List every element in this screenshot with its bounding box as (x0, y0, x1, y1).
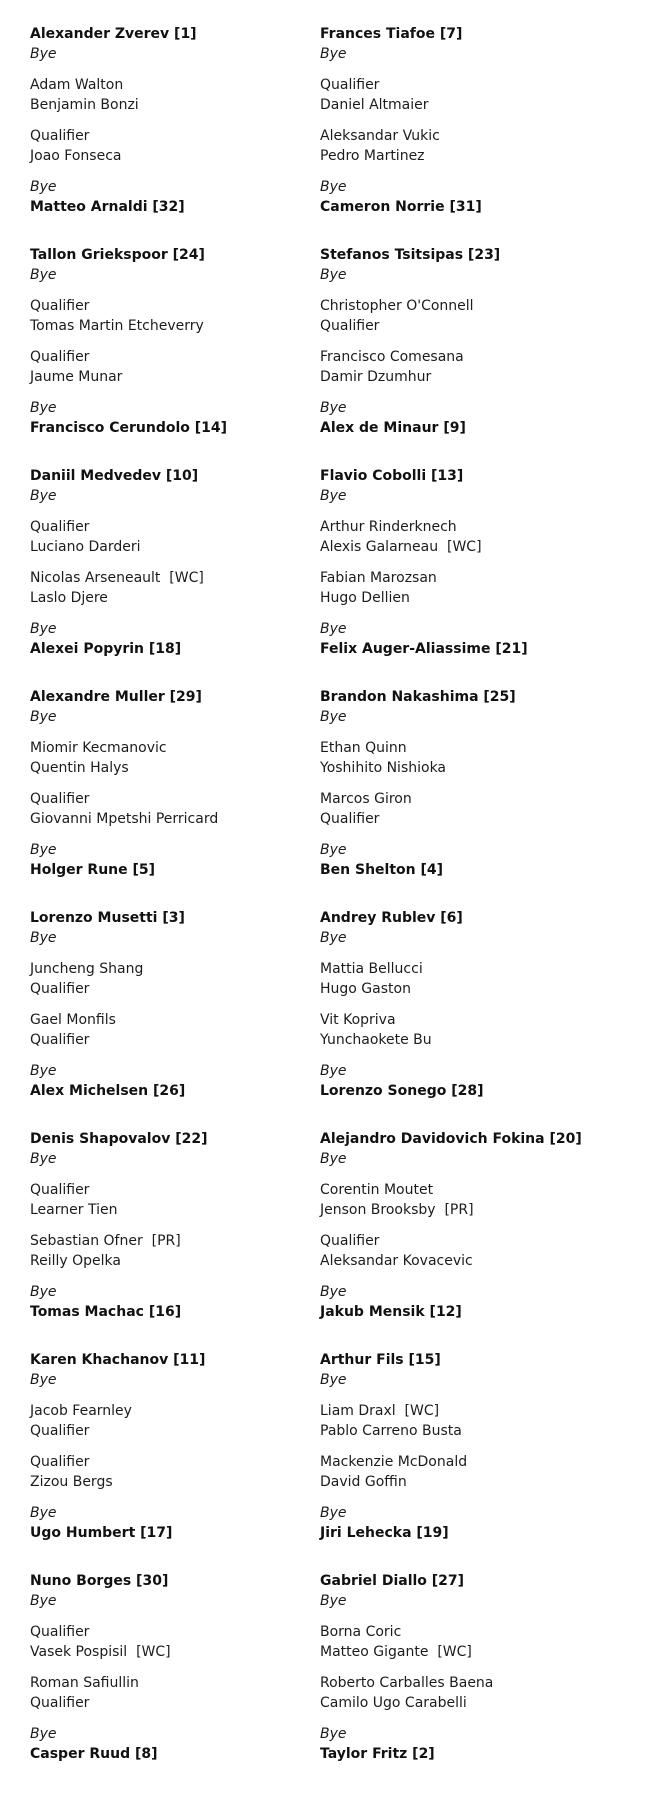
seeded-player-name: Tomas Machac [16] (30, 1304, 182, 1320)
bracket-section (30, 245, 320, 438)
bracket-section (320, 687, 655, 880)
match-pair (320, 1350, 655, 1390)
player-name: Damir Dzumhur (320, 369, 432, 385)
player-name: Qualifier (320, 1233, 380, 1249)
player-name: Roman Safiullin (30, 1675, 139, 1691)
player-name: Mackenzie McDonald (320, 1454, 468, 1470)
seeded-player-name: Jiri Lehecka [19] (320, 1525, 449, 1541)
player-name: Sebastian Ofner [PR] (30, 1233, 181, 1249)
player-name: Quentin Halys (30, 760, 129, 776)
player-name: Fabian Marozsan (320, 570, 437, 586)
player-name: Christopher O'Connell (320, 298, 474, 314)
player-name: Qualifier (30, 128, 90, 144)
seeded-player-name: Karen Khachanov [11] (30, 1352, 206, 1368)
match-pair (30, 1231, 320, 1271)
bye-label: Bye (30, 488, 57, 504)
player-name: Mattia Bellucci (320, 961, 423, 977)
bracket-section (30, 1571, 320, 1764)
player-name: Qualifier (30, 349, 90, 365)
player-name: Nicolas Arseneault [WC] (30, 570, 204, 586)
player-name: Camilo Ugo Carabelli (320, 1695, 467, 1711)
match-pair (30, 1673, 320, 1713)
match-pair (30, 1061, 320, 1101)
match-pair (30, 24, 320, 64)
match-pair (320, 1452, 655, 1492)
bye-label: Bye (30, 400, 57, 416)
match-pair (30, 1724, 320, 1764)
bye-label: Bye (320, 400, 347, 416)
seeded-player-name: Alexandre Muller [29] (30, 689, 202, 705)
player-name: Qualifier (30, 1624, 90, 1640)
match-pair (30, 75, 320, 115)
bracket-section (320, 1129, 655, 1322)
player-name: Laslo Djere (30, 590, 108, 606)
match-pair (30, 296, 320, 336)
match-pair (30, 1129, 320, 1169)
match-pair (30, 1180, 320, 1220)
bye-label: Bye (320, 1151, 347, 1167)
match-pair (320, 1571, 655, 1611)
player-name: Qualifier (30, 981, 90, 997)
seeded-player-name: Taylor Fritz [2] (320, 1746, 435, 1762)
draw-column-left (0, 24, 320, 1792)
seeded-player-name: Jakub Mensik [12] (320, 1304, 462, 1320)
match-pair (320, 687, 655, 727)
bye-label: Bye (30, 930, 57, 946)
bracket-section (320, 466, 655, 659)
player-name: Yunchaokete Bu (320, 1032, 432, 1048)
match-pair (30, 347, 320, 387)
player-name: Learner Tien (30, 1202, 118, 1218)
bye-label: Bye (320, 709, 347, 725)
draw-column-right (320, 24, 655, 1792)
match-pair (320, 347, 655, 387)
match-pair (30, 1622, 320, 1662)
match-pair (320, 466, 655, 506)
bye-label: Bye (320, 1063, 347, 1079)
match-pair (30, 1350, 320, 1390)
player-name: Pedro Martinez (320, 148, 425, 164)
bracket-section (320, 908, 655, 1101)
match-pair (30, 1503, 320, 1543)
player-name: Qualifier (320, 318, 380, 334)
match-pair (30, 177, 320, 217)
match-pair (320, 789, 655, 829)
seeded-player-name: Alexei Popyrin [18] (30, 641, 182, 657)
player-name: Alexis Galarneau [WC] (320, 539, 482, 555)
player-name: Miomir Kecmanovic (30, 740, 167, 756)
seeded-player-name: Arthur Fils [15] (320, 1352, 441, 1368)
match-pair (30, 908, 320, 948)
player-name: Qualifier (30, 1182, 90, 1198)
bye-label: Bye (320, 1726, 347, 1742)
match-pair (320, 908, 655, 948)
player-name: Qualifier (30, 1695, 90, 1711)
seeded-player-name: Alexander Zverev [1] (30, 26, 197, 42)
seeded-player-name: Alex de Minaur [9] (320, 420, 466, 436)
match-pair (320, 959, 655, 999)
player-name: Marcos Giron (320, 791, 412, 807)
match-pair (320, 1724, 655, 1764)
bye-label: Bye (320, 1284, 347, 1300)
seeded-player-name: Frances Tiafoe [7] (320, 26, 463, 42)
match-pair (30, 1010, 320, 1050)
bye-label: Bye (320, 621, 347, 637)
bracket-section (30, 687, 320, 880)
match-pair (320, 517, 655, 557)
bye-label: Bye (320, 267, 347, 283)
player-name: Juncheng Shang (30, 961, 144, 977)
seeded-player-name: Holger Rune [5] (30, 862, 156, 878)
match-pair (320, 1010, 655, 1050)
bye-label: Bye (30, 1593, 57, 1609)
match-pair (30, 619, 320, 659)
player-name: Zizou Bergs (30, 1474, 113, 1490)
match-pair (30, 789, 320, 829)
match-pair (320, 619, 655, 659)
match-pair (320, 1129, 655, 1169)
player-name: Matteo Gigante [WC] (320, 1644, 472, 1660)
seeded-player-name: Stefanos Tsitsipas [23] (320, 247, 501, 263)
seeded-player-name: Casper Ruud [8] (30, 1746, 158, 1762)
match-pair (30, 687, 320, 727)
player-name: Aleksandar Kovacevic (320, 1253, 473, 1269)
match-pair (320, 1061, 655, 1101)
match-pair (320, 568, 655, 608)
bye-label: Bye (30, 267, 57, 283)
seeded-player-name: Alex Michelsen [26] (30, 1083, 186, 1099)
player-name: Daniel Altmaier (320, 97, 429, 113)
seeded-player-name: Ugo Humbert [17] (30, 1525, 173, 1541)
player-name: Francisco Comesana (320, 349, 464, 365)
bye-label: Bye (320, 1593, 347, 1609)
match-pair (320, 1673, 655, 1713)
match-pair (320, 1401, 655, 1441)
seeded-player-name: Lorenzo Musetti [3] (30, 910, 185, 926)
bye-label: Bye (30, 1372, 57, 1388)
bracket-section (320, 1571, 655, 1764)
bye-label: Bye (320, 842, 347, 858)
match-pair (320, 1180, 655, 1220)
bracket-section (30, 908, 320, 1101)
player-name: Jenson Brooksby [PR] (320, 1202, 474, 1218)
bracket-section (30, 466, 320, 659)
match-pair (320, 24, 655, 64)
match-pair (320, 1231, 655, 1271)
match-pair (30, 398, 320, 438)
player-name: Reilly Opelka (30, 1253, 121, 1269)
match-pair (30, 1452, 320, 1492)
match-pair (30, 1571, 320, 1611)
seeded-player-name: Andrey Rublev [6] (320, 910, 463, 926)
bye-label: Bye (320, 1372, 347, 1388)
draw-columns (0, 24, 655, 1792)
seeded-player-name: Felix Auger-Aliassime [21] (320, 641, 528, 657)
player-name: Yoshihito Nishioka (320, 760, 447, 776)
player-name: Luciano Darderi (30, 539, 141, 555)
player-name: Hugo Gaston (320, 981, 411, 997)
seeded-player-name: Cameron Norrie [31] (320, 199, 482, 215)
match-pair (320, 1622, 655, 1662)
bye-label: Bye (320, 488, 347, 504)
bracket-section (320, 24, 655, 217)
match-pair (320, 1503, 655, 1543)
player-name: Joao Fonseca (30, 148, 122, 164)
player-name: Qualifier (30, 1032, 90, 1048)
seeded-player-name: Flavio Cobolli [13] (320, 468, 464, 484)
seeded-player-name: Tallon Griekspoor [24] (30, 247, 205, 263)
match-pair (320, 1282, 655, 1322)
seeded-player-name: Francisco Cerundolo [14] (30, 420, 228, 436)
match-pair (30, 466, 320, 506)
match-pair (30, 517, 320, 557)
bracket-section (30, 24, 320, 217)
player-name: Tomas Martin Etcheverry (30, 318, 204, 334)
player-name: Borna Coric (320, 1624, 402, 1640)
bye-label: Bye (30, 1151, 57, 1167)
player-name: Giovanni Mpetshi Perricard (30, 811, 219, 827)
bye-label: Bye (30, 1505, 57, 1521)
bye-label: Bye (30, 842, 57, 858)
bye-label: Bye (320, 930, 347, 946)
seeded-player-name: Denis Shapovalov [22] (30, 1131, 208, 1147)
match-pair (320, 75, 655, 115)
player-name: Jaume Munar (30, 369, 123, 385)
player-name: Vasek Pospisil [WC] (30, 1644, 171, 1660)
seeded-player-name: Ben Shelton [4] (320, 862, 444, 878)
player-name: Ethan Quinn (320, 740, 407, 756)
player-name: Roberto Carballes Baena (320, 1675, 494, 1691)
match-pair (30, 959, 320, 999)
bye-label: Bye (320, 179, 347, 195)
player-name: Qualifier (320, 811, 380, 827)
player-name: Vit Kopriva (320, 1012, 396, 1028)
player-name: Pablo Carreno Busta (320, 1423, 462, 1439)
player-name: Aleksandar Vukic (320, 128, 440, 144)
seeded-player-name: Matteo Arnaldi [32] (30, 199, 185, 215)
player-name: Gael Monfils (30, 1012, 116, 1028)
match-pair (320, 398, 655, 438)
player-name: Hugo Dellien (320, 590, 410, 606)
player-name: Benjamin Bonzi (30, 97, 139, 113)
player-name: Qualifier (30, 298, 90, 314)
bye-label: Bye (30, 1726, 57, 1742)
seeded-player-name: Brandon Nakashima [25] (320, 689, 516, 705)
match-pair (320, 840, 655, 880)
match-pair (30, 568, 320, 608)
seeded-player-name: Lorenzo Sonego [28] (320, 1083, 484, 1099)
match-pair (30, 1282, 320, 1322)
player-name: Qualifier (320, 77, 380, 93)
match-pair (320, 245, 655, 285)
player-name: Liam Draxl [WC] (320, 1403, 440, 1419)
player-name: Jacob Fearnley (30, 1403, 132, 1419)
bye-label: Bye (30, 1063, 57, 1079)
seeded-player-name: Gabriel Diallo [27] (320, 1573, 465, 1589)
player-name: Corentin Moutet (320, 1182, 434, 1198)
player-name: Qualifier (30, 519, 90, 535)
bye-label: Bye (30, 46, 57, 62)
match-pair (320, 296, 655, 336)
bye-label: Bye (30, 709, 57, 725)
bye-label: Bye (30, 621, 57, 637)
player-name: Arthur Rinderknech (320, 519, 457, 535)
match-pair (30, 738, 320, 778)
bracket-section (30, 1129, 320, 1322)
match-pair (30, 126, 320, 166)
match-pair (30, 1401, 320, 1441)
bracket-section (30, 1350, 320, 1543)
bracket-section (320, 245, 655, 438)
match-pair (320, 126, 655, 166)
match-pair (320, 738, 655, 778)
player-name: Qualifier (30, 791, 90, 807)
match-pair (30, 840, 320, 880)
seeded-player-name: Daniil Medvedev [10] (30, 468, 199, 484)
seeded-player-name: Nuno Borges [30] (30, 1573, 169, 1589)
player-name: Qualifier (30, 1423, 90, 1439)
bye-label: Bye (320, 1505, 347, 1521)
bye-label: Bye (30, 179, 57, 195)
player-name: Adam Walton (30, 77, 124, 93)
match-pair (320, 177, 655, 217)
player-name: Qualifier (30, 1454, 90, 1470)
bracket-section (320, 1350, 655, 1543)
match-pair (30, 245, 320, 285)
bye-label: Bye (30, 1284, 57, 1300)
seeded-player-name: Alejandro Davidovich Fokina [20] (320, 1131, 582, 1147)
bye-label: Bye (320, 46, 347, 62)
player-name: David Goffin (320, 1474, 407, 1490)
